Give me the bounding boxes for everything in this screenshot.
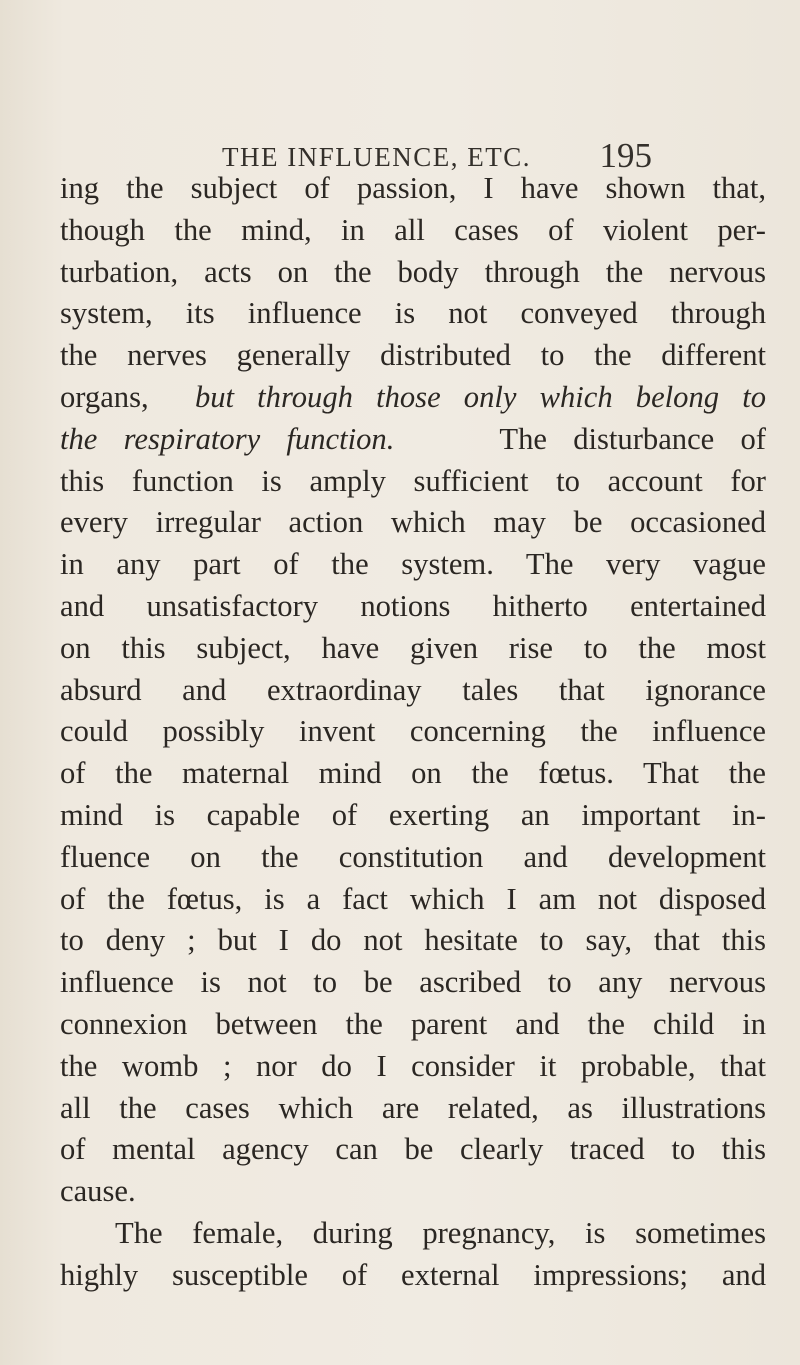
text-line: turbation, acts on the body through the nervous [60, 254, 766, 289]
text-line: and unsatisfactory notions hitherto entertained [60, 588, 766, 623]
text-line: though the mind, in all cases of violent per- [60, 212, 766, 247]
text-line: highly susceptible of external impressions; and [60, 1257, 766, 1292]
text-line: mind is capable of exerting an important in- [60, 797, 766, 832]
text-line: system, its influence is not conveyed through [60, 296, 766, 331]
italic-text-segment: the respiratory function. [60, 421, 395, 456]
body-text [60, 168, 766, 1297]
italic-text-segment: but through those only which belong to [194, 379, 767, 414]
running-head-title: THE INFLUENCE, ETC. [222, 142, 531, 172]
text-line: on this subject, have given rise to the most [60, 630, 766, 665]
text-line: this function is amply sufficient to account for [60, 463, 766, 498]
text-line: the nerves generally distributed to the different [60, 338, 766, 373]
text-line: fluence on the constitution and development [60, 839, 766, 874]
text-line: the womb ; nor do I consider it probable, that [60, 1048, 766, 1083]
text-line: all the cases which are related, as illustrations [60, 1090, 766, 1125]
text-line [60, 419, 766, 461]
text-line: influence is not to be ascribed to any nervous [60, 965, 766, 1000]
text-line: connexion between the parent and the child in [60, 1006, 766, 1041]
text-line: to deny ; but I do not hesitate to say, that this [60, 923, 766, 958]
text-segment: The disturbance of [499, 421, 766, 456]
text-line-paragraph-start: The female, during pregnancy, is sometimes [115, 1215, 766, 1250]
text-line: cause. [60, 1174, 136, 1209]
text-line: ing the subject of passion, I have shown that, [60, 171, 766, 205]
text-line [60, 377, 766, 419]
text-line: of the maternal mind on the fœtus. That the [60, 756, 766, 791]
text-line: of mental agency can be clearly traced to this [60, 1132, 766, 1167]
text-line: could possibly invent concerning the influence [60, 714, 766, 749]
text-line: every irregular action which may be occasioned [60, 505, 766, 540]
text-line: in any part of the system. The very vague [60, 547, 766, 582]
text-segment: organs, [60, 379, 149, 414]
text-line: of the fœtus, is a fact which I am not disposed [60, 881, 766, 916]
page-number: 195 [599, 136, 652, 175]
text-line: absurd and extraordinay tales that ignorance [60, 672, 766, 707]
